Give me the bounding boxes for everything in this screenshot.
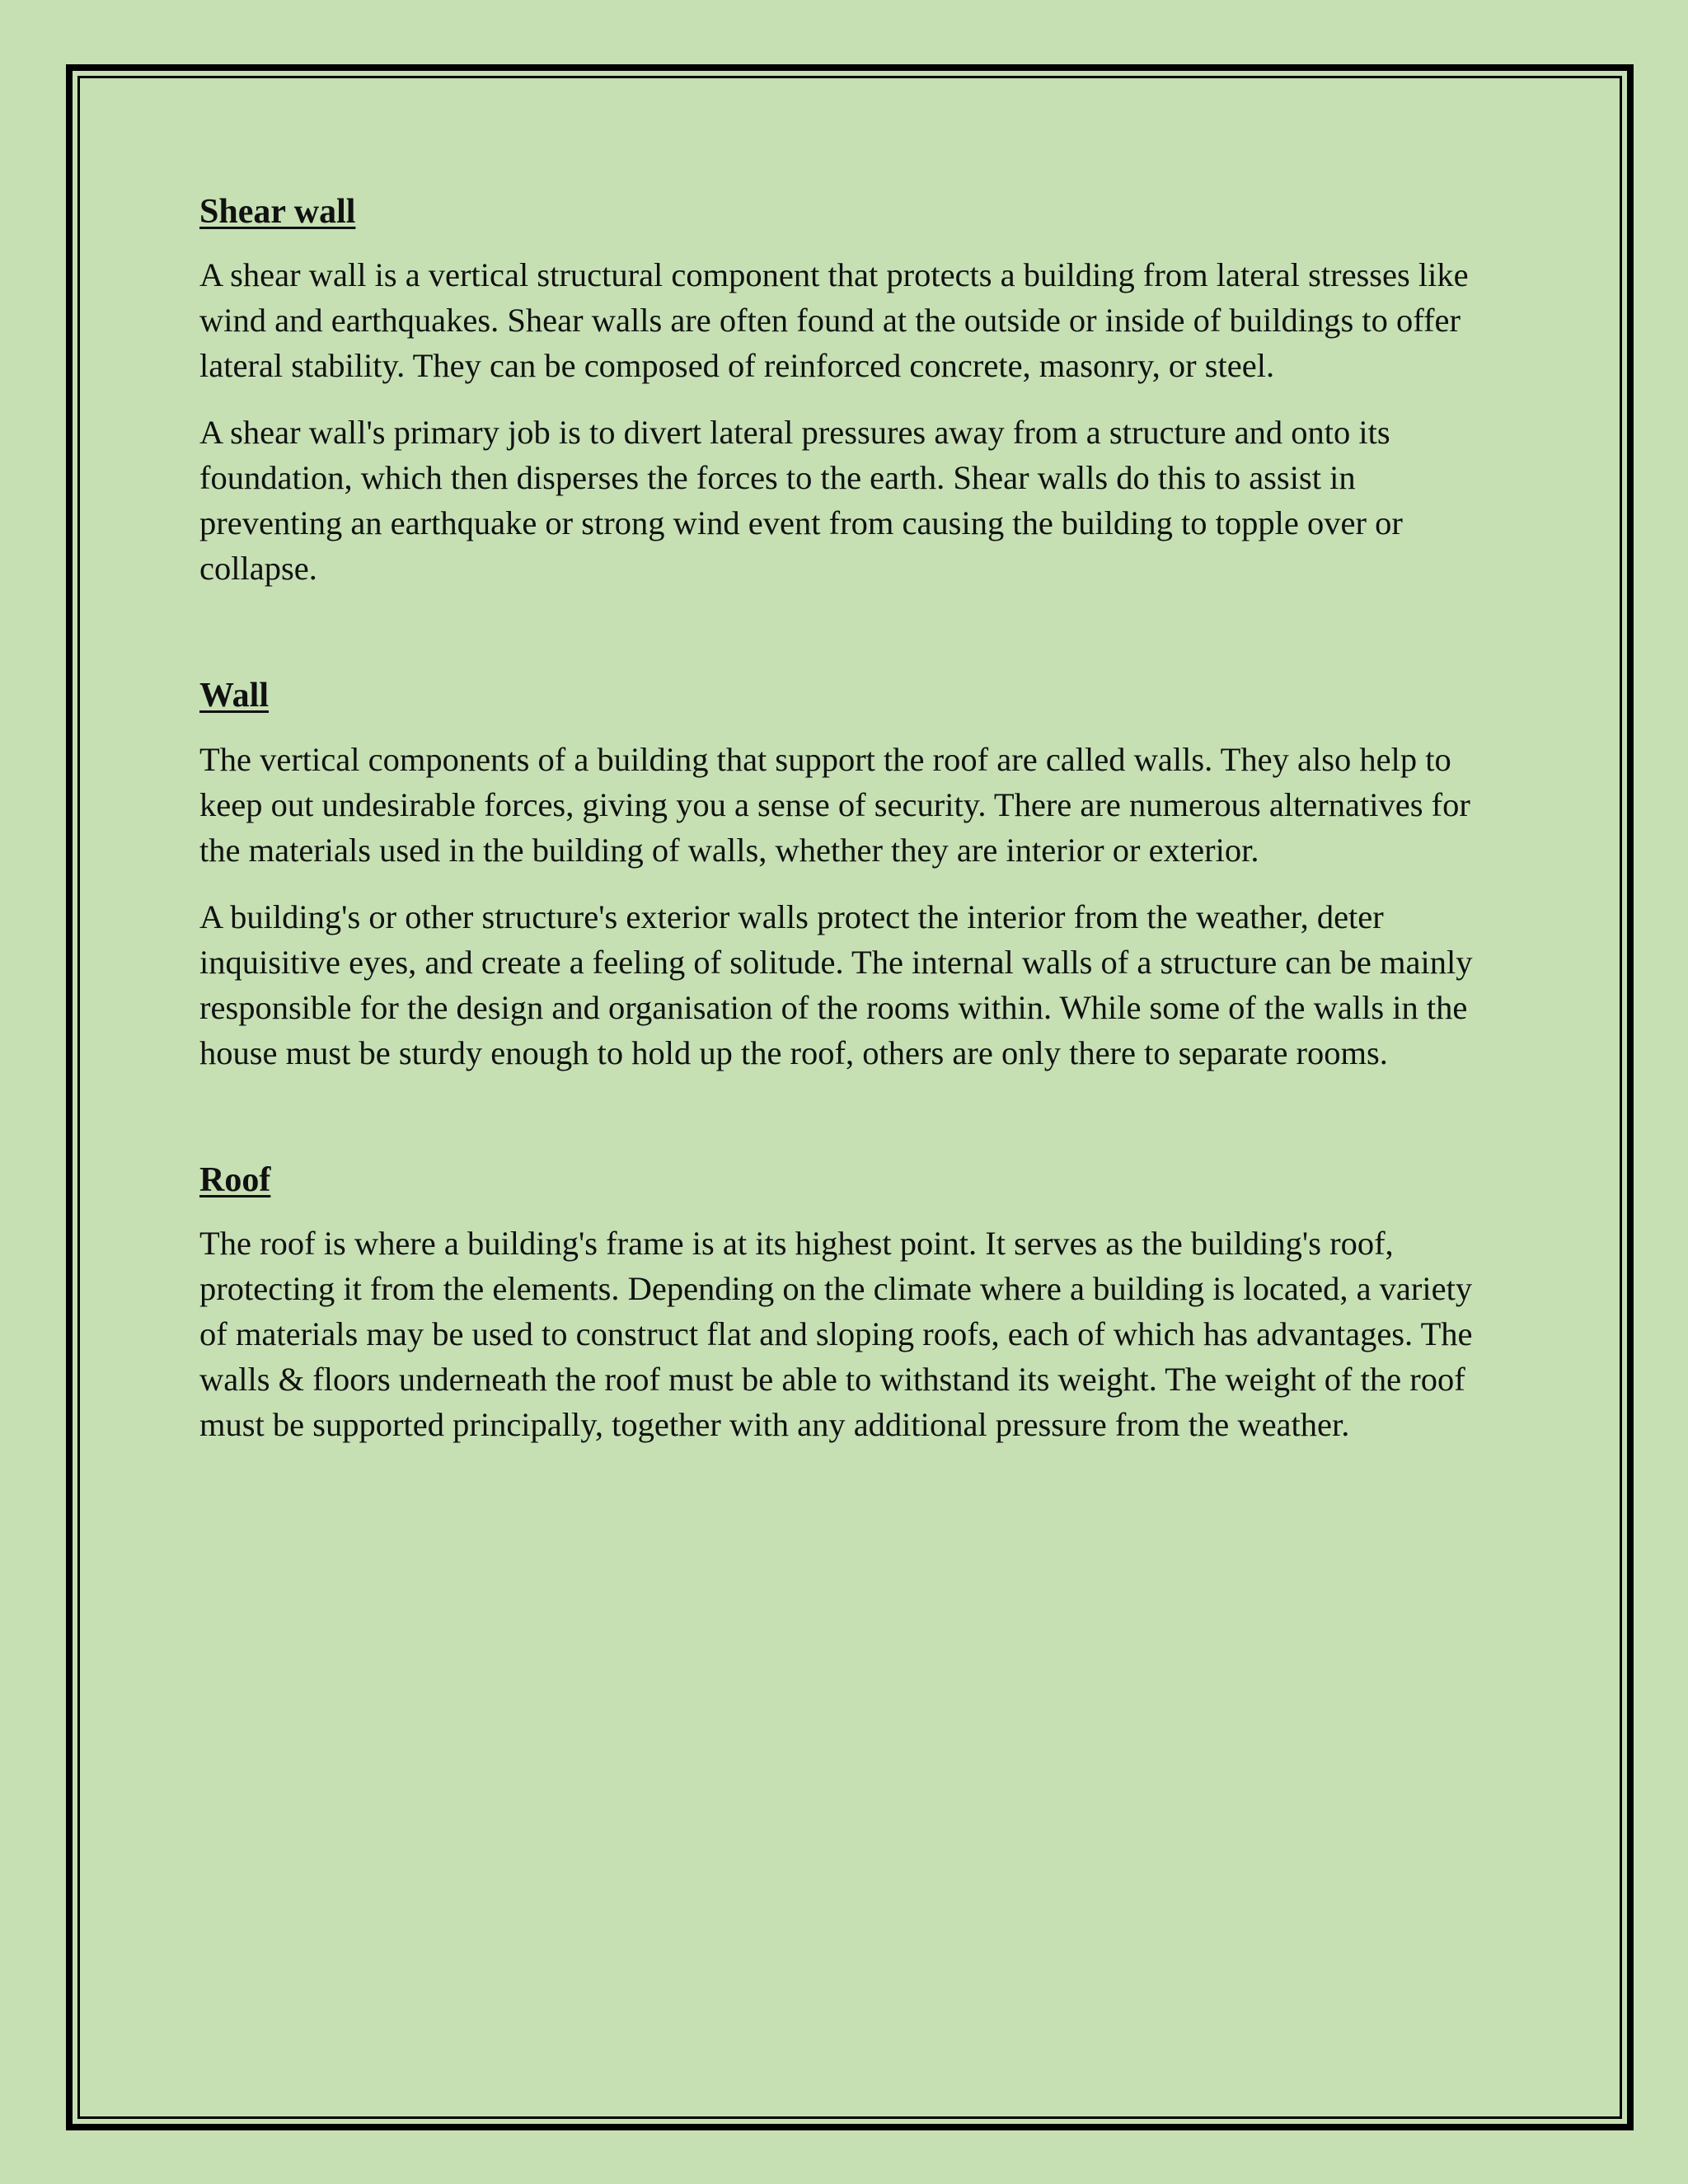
section-roof: [199, 1160, 1493, 1447]
section-wall: [199, 675, 1493, 1075]
paragraph: The roof is where a building's frame is at its highest point. It serves as the building's roof, protecting it from the elements. Depending on the climate where a building is located, a variety of materials may be used to construct flat and sloping roofs, each of which has advantages. The walls & floors underneath the roof must be able to withstand its weight. The weight of the roof must be supported principally, together with any additional pressure from the weather.: [199, 1225, 1473, 1444]
section-heading: Wall: [199, 677, 270, 715]
paragraph: A shear wall is a vertical structural component that protects a building from lateral stresses like wind and earthquakes. Shear walls are often found at the outside or inside of buildings to offer lateral stability. They can be composed of reinforced concrete, masonry, or steel.: [199, 256, 1469, 385]
paragraph: A shear wall's primary job is to divert lateral pressures away from a structure and onto its foundation, which then disperses the forces to the earth. Shear walls do this to assist in preventing an earthquake or strong wind event from causing the building to topple over or collapse.: [199, 414, 1403, 588]
document-body: [199, 191, 1493, 1469]
section-shear-wall: [199, 191, 1493, 591]
section-heading: Roof: [199, 1160, 271, 1199]
paragraph: The vertical components of a building that support the roof are called walls. They also help to keep out undesirable forces, giving you a sense of security. There are numerous alternatives for the materials used in the building of walls, whether they are interior or exterior.: [199, 740, 1470, 869]
paragraph: A building's or other structure's exterior walls protect the interior from the weather, deter inquisitive eyes, and create a feeling of solitude. The internal walls of a structure can be mainly responsible for the design and organisation of the rooms within. While some of the walls in the house must be sturdy enough to hold up the roof, others are only there to separate rooms.: [199, 898, 1473, 1071]
section-heading: Shear wall: [199, 193, 356, 231]
